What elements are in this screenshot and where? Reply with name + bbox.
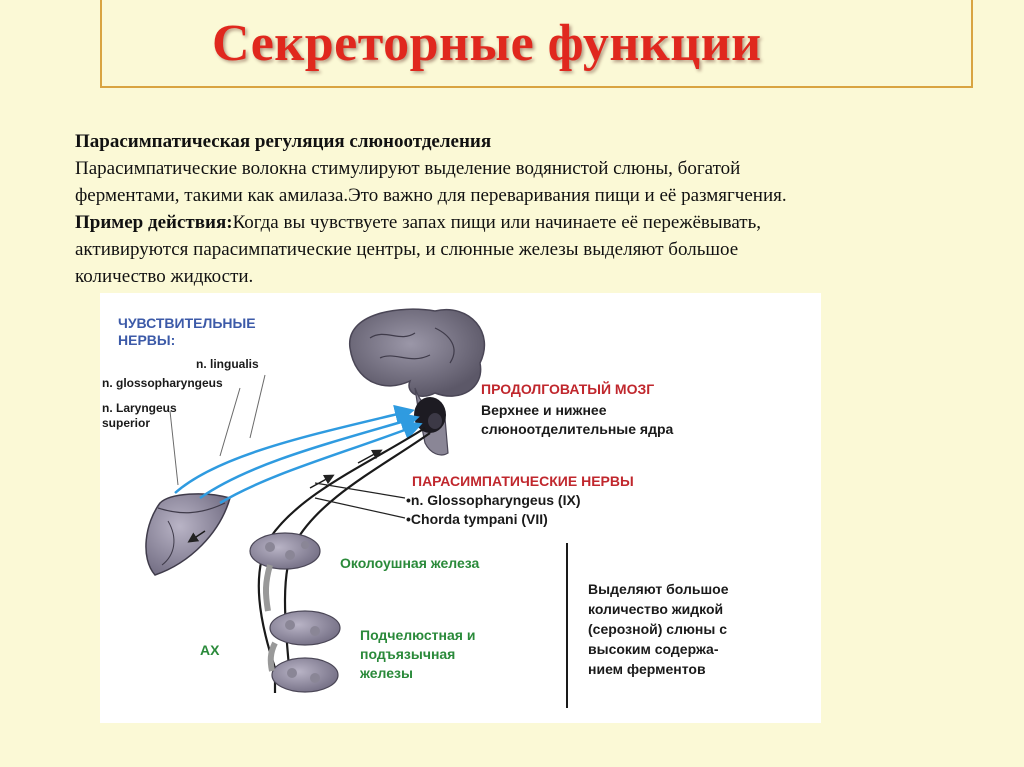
text-block <box>75 128 975 290</box>
example-label: Пример действия: <box>75 212 233 233</box>
label-ax: AX <box>200 642 220 658</box>
text-line-3 <box>75 209 975 236</box>
para-pointer-lines <box>315 483 405 518</box>
sensory-pointer-lines <box>170 375 265 485</box>
effect-line-3: (серозной) слюны с <box>588 621 728 637</box>
medulla-description <box>481 401 673 439</box>
parasympathetic-title: ПАРАСИМПАТИЧЕСКИЕ НЕРВЫ <box>412 473 634 489</box>
submand-line-3: железы <box>360 665 413 681</box>
tongue-icon <box>146 494 230 575</box>
para-item-glossopharyngeus: •n. Glossopharyngeus (IX) <box>406 492 581 508</box>
salivation-diagram <box>100 293 821 723</box>
medulla-line-2: слюноотделительные ядра <box>481 421 674 437</box>
text-line-2: ферментами, такими как амилаза.Это важно для переваривания пищи и её размягчения. <box>75 185 787 206</box>
medulla-line-1: Верхнее и нижнее <box>481 402 607 418</box>
sensory-title-line-1: ЧУВСТВИТЕЛЬНЫЕ <box>118 315 256 331</box>
medulla-title: ПРОДОЛГОВАТЫЙ МОЗГ <box>481 381 655 397</box>
para-item-chorda-tympani: •Chorda tympani (VII) <box>406 511 548 527</box>
sensory-title-line-2: НЕРВЫ: <box>118 332 176 348</box>
label-parotid-gland: Околоушная железа <box>340 555 480 571</box>
parotid-gland-icon <box>250 533 320 569</box>
gland-ducts <box>266 565 275 671</box>
text-heading: Парасимпатическая регуляция слюноотделения <box>75 131 492 152</box>
effect-line-4: высоким содержа- <box>588 641 719 657</box>
sublingual-gland-icon <box>272 658 338 692</box>
label-n-laryngeus <box>102 401 177 431</box>
submand-line-2: подъязычная <box>360 646 456 662</box>
label-submandibular-glands <box>360 626 475 683</box>
submand-line-1: Подчелюстная и <box>360 627 476 643</box>
text-line-5: количество жидкости. <box>75 266 254 287</box>
effect-description <box>588 579 729 679</box>
submandibular-gland-icon <box>270 611 340 645</box>
sensory-nerve-lines <box>175 411 418 503</box>
parasympathetic-list <box>406 491 580 529</box>
title-frame <box>100 0 973 88</box>
sensory-nerves-title <box>118 315 256 349</box>
page-title: Секреторные функции <box>212 15 762 72</box>
effect-line-5: нием ферментов <box>588 661 706 677</box>
example-text: Когда вы чувствуете запах пищи или начинаете её пережёвывать, <box>232 212 762 233</box>
effect-line-1: Выделяют большое <box>588 581 729 597</box>
laryngeus-line-2: superior <box>102 416 151 430</box>
laryngeus-line-1: n. Laryngeus <box>102 401 177 415</box>
label-n-lingualis: n. lingualis <box>196 357 259 371</box>
effect-line-2: количество жидкой <box>588 601 724 617</box>
label-n-glossopharyngeus: n. glossopharyngeus <box>102 376 223 390</box>
text-line-4: активируются парасимпатические центры, и слюнные железы выделяют большое <box>75 239 739 260</box>
text-line-1: Парасимпатические волокна стимулируют выделение водянистой слюны, богатой <box>75 158 741 179</box>
